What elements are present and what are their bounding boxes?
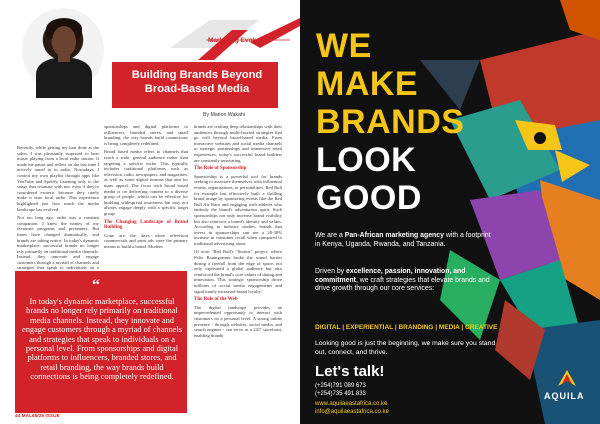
text-run: We are a bbox=[315, 232, 345, 239]
services-list: DIGITAL | EXPERIENTIAL | BRANDING | MEDIA | CREATIVE bbox=[315, 324, 498, 331]
headline-line-1: Building Brands Beyond bbox=[131, 69, 263, 81]
paragraph: Of note: 'Red Bull's "Stratos" project, where Felix Baumgartner broke the sound barrier during a freefall from the edge of space, not only captivated a global audience but also reinforced the brand's core values of daring and innovation. This strategic sponsorship drove millions of social media engagements and significantly increased brand loyalty.' bbox=[194, 249, 282, 294]
brand-logo: AQUILA bbox=[544, 391, 585, 401]
intro-text bbox=[315, 232, 497, 249]
text-run: with a footprint in Kenya, Uganda, Rwanda, and Tanzania. bbox=[315, 232, 491, 248]
paragraph: Sponsorship is a powerful tool for brands seeking to associate themselves with influential events, organisations, or personalities. Red Bull for example has effectively built a thrilling brand image by sponsoring events like the Red Bull Air Race and engaging with athletes who embody the brand's adventurous spirit. Such sponsorships not only increase brand visibility but also reinforce a brand's identity and values. According to industry studies, brands that invest in sponsorships can see a 20-30% increase in consumer recall when compared to traditional advertising alone. bbox=[194, 173, 282, 246]
advert-page bbox=[300, 0, 600, 424]
subheading: The Changing Landscape of Brand Building bbox=[104, 219, 188, 231]
paragraph: Gone are the days when television commercials and print ads were the primary means to build a brand. Modern bbox=[104, 232, 188, 249]
byline: By Marion Wakahi bbox=[203, 112, 245, 118]
website-link[interactable]: www.aquilaeastafrica.co.ke bbox=[315, 401, 388, 407]
paragraph: Recently, while getting my hair done at the salon, I was pleasantly surprised to hear music playing from a local radio station. It made me pause and reflect on the last time I actively tuned in to radio. Nowadays, I control my own playlist through apps like YouTube and Spotify, listening only to the songs that resonate with me, even if they're considered esoteric because they rarely make it onto local radio. This experience highlighted just how much the media landscape has evolved. bbox=[17, 145, 99, 212]
email-link[interactable]: info@aquilaeastafrica.co.ke bbox=[315, 409, 389, 415]
headline-make: MAKE bbox=[316, 65, 419, 103]
article-headline bbox=[120, 68, 274, 96]
paragraph: Broad based media refers to channels that reach a wide, general audience rather than targeting a specific niche. This typically includes traditional platforms such as television, radio, newspapers, and magazines, as well as some digital formats that aim for mass appeal. The focus with broad based media is on delivering content to a diverse group of people, which can be effective for building widespread awareness but may not always engage deeply with a specific target group. bbox=[104, 149, 188, 216]
quote-mark-icon: “ bbox=[92, 277, 100, 294]
subheading: The Role of the Web bbox=[194, 297, 238, 303]
article-column-1 bbox=[17, 145, 99, 271]
article-column-2 bbox=[104, 124, 188, 269]
driven-text bbox=[315, 268, 497, 294]
pull-quote: In today's dynamic marketplace, successful brands no longer rely primarily on traditional media channels. Instead, they innovate and engage customers through a myriad of channels and strategies that speak to individuals on a personal level. From sponsorships and digital platforms to influencers, branded stores, and retail branding, the way brands build connections is being completely redefined. bbox=[21, 297, 182, 382]
tagline: Looking good is just the beginning, we make sure you stand out, connect, and thrive. bbox=[315, 340, 496, 356]
aquila-logo-icon bbox=[556, 368, 578, 390]
headline-look: LOOK bbox=[316, 141, 417, 179]
subheading: The Role of Sponsorship bbox=[194, 166, 247, 172]
page-folio: 44 MAL65/25 ISSUE bbox=[15, 414, 60, 419]
paragraph: The digital landscape provides an unprecedented opportunity to interact with customers on a personal level. A strong online presence - through websites, social media, and search engines - can serve as a 24/7 storefront, enabling brands bbox=[194, 304, 282, 338]
text-run-bold: excellence, passion, innovation, and commitment bbox=[315, 268, 466, 284]
text-run-bold: Pan-African marketing agency bbox=[344, 232, 444, 239]
text-run: Driven by bbox=[315, 268, 347, 275]
headline-brands: BRANDS bbox=[316, 103, 465, 141]
phone-2[interactable]: (+254)735 491 833 bbox=[315, 391, 366, 397]
author-portrait bbox=[22, 8, 104, 92]
headline-line-2: Broad-Based Media bbox=[144, 83, 250, 95]
phone-1[interactable]: (+254)791 089 673 bbox=[315, 383, 366, 389]
section-label: Marketing Evolution bbox=[208, 37, 271, 44]
headline-good: GOOD bbox=[316, 179, 422, 217]
call-to-action: Let's talk! bbox=[315, 363, 385, 380]
headline-we: WE bbox=[316, 27, 372, 65]
text-run: , we craft strategies that elevate brands and drive growth through our core services: bbox=[315, 276, 490, 293]
paragraph: sponsorships and digital platforms to influencers, branded stores, and small branding, the way brands build connections is being completely redefined. bbox=[104, 124, 188, 146]
paragraph: Not too long ago, radio was a constant companion. I knew the names of my favourite programs and presenters. But times have changed dramatically, and brands are taking notice. In today's dynamic marketplace, successful brands no longer rely primarily on traditional media channels. Instead, they innovate and engage customers through a myriad of channels and strategies that speak to individuals on a bbox=[17, 215, 99, 271]
article-column-3 bbox=[194, 124, 282, 412]
paragraph: brands are crafting deep relationships with their audiences through multi-faceted strategies that go well beyond broad-based media. From interactive websites and social media channels to strategic partnerships and immersive retail experiences, today's successful brand builders are constantly innovating. bbox=[194, 124, 282, 163]
